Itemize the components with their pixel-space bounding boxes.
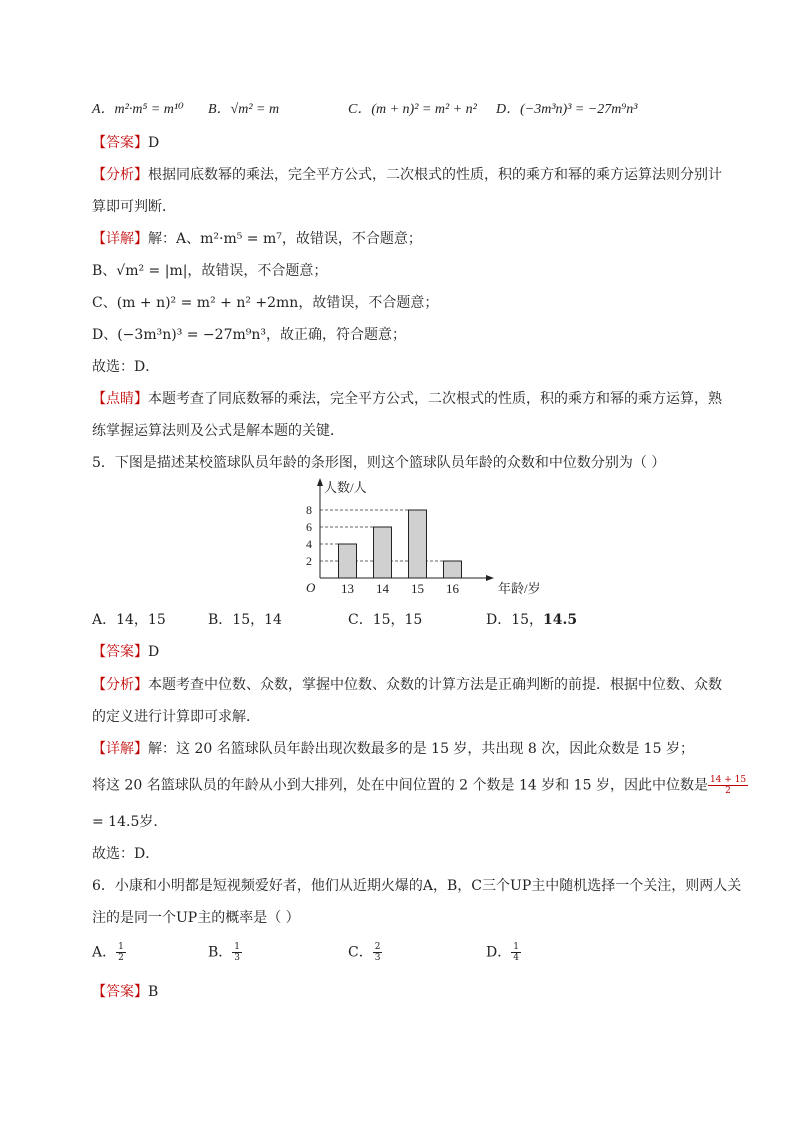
q6-option-d	[486, 942, 521, 963]
option-d-value: 14.5	[543, 612, 578, 628]
option-fraction	[116, 942, 126, 963]
analysis-text: 本题考查中位数、众数，掌握中位数、众数的计算方法是正确判断的前提．根据中位数、众数	[148, 677, 722, 693]
option-fraction	[232, 942, 242, 963]
q4-detail-d: D、(−3m³n)³ = −27m⁹n³，故正确，符合题意；	[92, 327, 406, 343]
bar-13	[339, 544, 357, 578]
answer-value: D	[148, 644, 160, 660]
q5-option-c: C．15，15	[348, 612, 423, 628]
fraction-denominator: 3	[234, 953, 241, 963]
answer-tag: 【答案】	[92, 644, 148, 660]
x-axis-label: 年龄/岁	[498, 581, 541, 596]
y-tick-label: 2	[306, 554, 312, 568]
fraction-numerator: 1	[118, 942, 124, 952]
q6-option-c	[348, 942, 382, 963]
fraction-numerator: 14 + 15	[709, 775, 747, 785]
analysis-tag: 【分析】	[92, 677, 148, 693]
q4-answer	[92, 133, 159, 153]
q5-option-d	[486, 610, 577, 630]
detail-text: 解：A、m²·m⁵ = m⁷，故错误，不合题意；	[148, 231, 422, 247]
point-tag: 【点睛】	[92, 391, 148, 407]
q4-analysis-line-1	[92, 165, 722, 185]
detail-tag: 【详解】	[92, 231, 148, 247]
fraction-denominator: 3	[374, 953, 381, 963]
q5-detail-line-1	[92, 739, 694, 759]
q5-detail-line-2	[92, 775, 748, 796]
median-fraction	[708, 775, 748, 796]
fraction-denominator: 2	[118, 953, 124, 963]
q4-detail-b: B、√m² = |m|，故错误，不合题意；	[92, 263, 328, 279]
option-fraction	[373, 942, 383, 963]
option-d-prefix: D．15，	[486, 612, 544, 628]
option-label: C．	[348, 944, 373, 961]
analysis-text: 根据同底数幂的乘法，完全平方公式，二次根式的性质，积的乘方和幂的乘方运算法则分别计	[148, 167, 722, 183]
y-axis-arrow	[317, 478, 323, 486]
q6-option-b	[208, 942, 242, 963]
bar-15	[409, 510, 427, 578]
q6-stem-line-2: 注的是同一个UP主的概率是（ ）	[92, 910, 300, 926]
option-label: A．	[92, 944, 117, 961]
answer-value: D	[148, 135, 160, 151]
q5-answer	[92, 642, 159, 662]
detail-text: 将这 20 名篮球队员的年龄从小到大排列，处在中间位置的 2 个数是 14 岁和 15 岁，因此中位数是	[92, 777, 708, 794]
q4-analysis-line-2: 算即可判断．	[92, 199, 176, 215]
fraction-numerator: 1	[234, 942, 241, 952]
q4-option-a: A．m²·m⁵ = m¹⁰	[92, 102, 184, 117]
q5-stem: 5．下图是描述某校篮球队员年龄的条形图，则这个篮球队员年龄的众数和中位数分别为（ ）	[92, 455, 666, 471]
point-text: 本题考查了同底数幂的乘法，完全平方公式，二次根式的性质，积的乘方和幂的乘方运算，熟	[148, 391, 722, 407]
option-label: D．	[486, 944, 512, 961]
q4-option-b: B．√m² = m	[208, 102, 280, 117]
q5-choose: 故选：D．	[92, 846, 160, 862]
answer-tag: 【答案】	[92, 135, 148, 151]
q6-option-a	[92, 942, 126, 963]
fraction-denominator: 2	[725, 786, 731, 796]
fraction-denominator: 4	[513, 953, 519, 963]
bar-chart	[296, 478, 541, 600]
y-tick-label: 8	[306, 503, 312, 517]
q5-analysis-line-2: 的定义进行计算即可求解．	[92, 709, 260, 725]
q5-analysis-line-1	[92, 675, 722, 695]
q4-choose: 故选：D．	[92, 359, 160, 375]
q4-detail-a	[92, 229, 422, 249]
detail-tag: 【详解】	[92, 741, 148, 757]
y-tick-label: 6	[306, 520, 312, 534]
x-tick-label: 16	[446, 581, 459, 596]
y-axis-label: 人数/人	[324, 480, 367, 495]
q5-option-b: B．15，14	[208, 612, 282, 628]
detail-text: 解：这 20 名篮球队员年龄出现次数最多的是 15 岁，共出现 8 次，因此众数是 15 岁；	[148, 741, 694, 757]
analysis-tag: 【分析】	[92, 167, 148, 183]
option-fraction	[511, 942, 521, 963]
q6-answer	[92, 982, 158, 1002]
bar-14	[374, 527, 392, 578]
q5-option-a: A．14，15	[92, 612, 166, 628]
x-tick-label: 15	[411, 581, 424, 596]
origin-label: O	[306, 580, 316, 595]
q6-stem-line-1: 6．小康和小明都是短视频爱好者，他们从近期火爆的A，B，C三个UP主中随机选择一个关注，则两人关	[92, 878, 742, 894]
answer-value: B	[148, 984, 159, 1000]
q4-detail-c: C、(m + n)² = m² + n² +2mn，故错误，不合题意；	[92, 295, 439, 311]
x-axis-arrow	[486, 575, 494, 581]
q4-point-line-1	[92, 389, 722, 409]
answer-tag: 【答案】	[92, 984, 148, 1000]
q4-point-line-2: 练掌握运算法则及公式是解本题的关键．	[92, 423, 344, 439]
x-tick-label: 14	[376, 581, 389, 596]
fraction-numerator: 2	[374, 942, 381, 952]
q4-option-d: D．(−3m³n)³ = −27m⁹n³	[496, 102, 638, 117]
bar-16	[444, 561, 462, 578]
q5-detail-line-3: = 14.5岁．	[92, 814, 168, 830]
x-tick-label: 13	[341, 581, 354, 596]
option-label: B．	[208, 944, 233, 961]
q4-option-c: C．(m + n)² = m² + n²	[348, 102, 477, 117]
y-tick-label: 4	[306, 537, 312, 551]
fraction-numerator: 1	[513, 942, 519, 952]
